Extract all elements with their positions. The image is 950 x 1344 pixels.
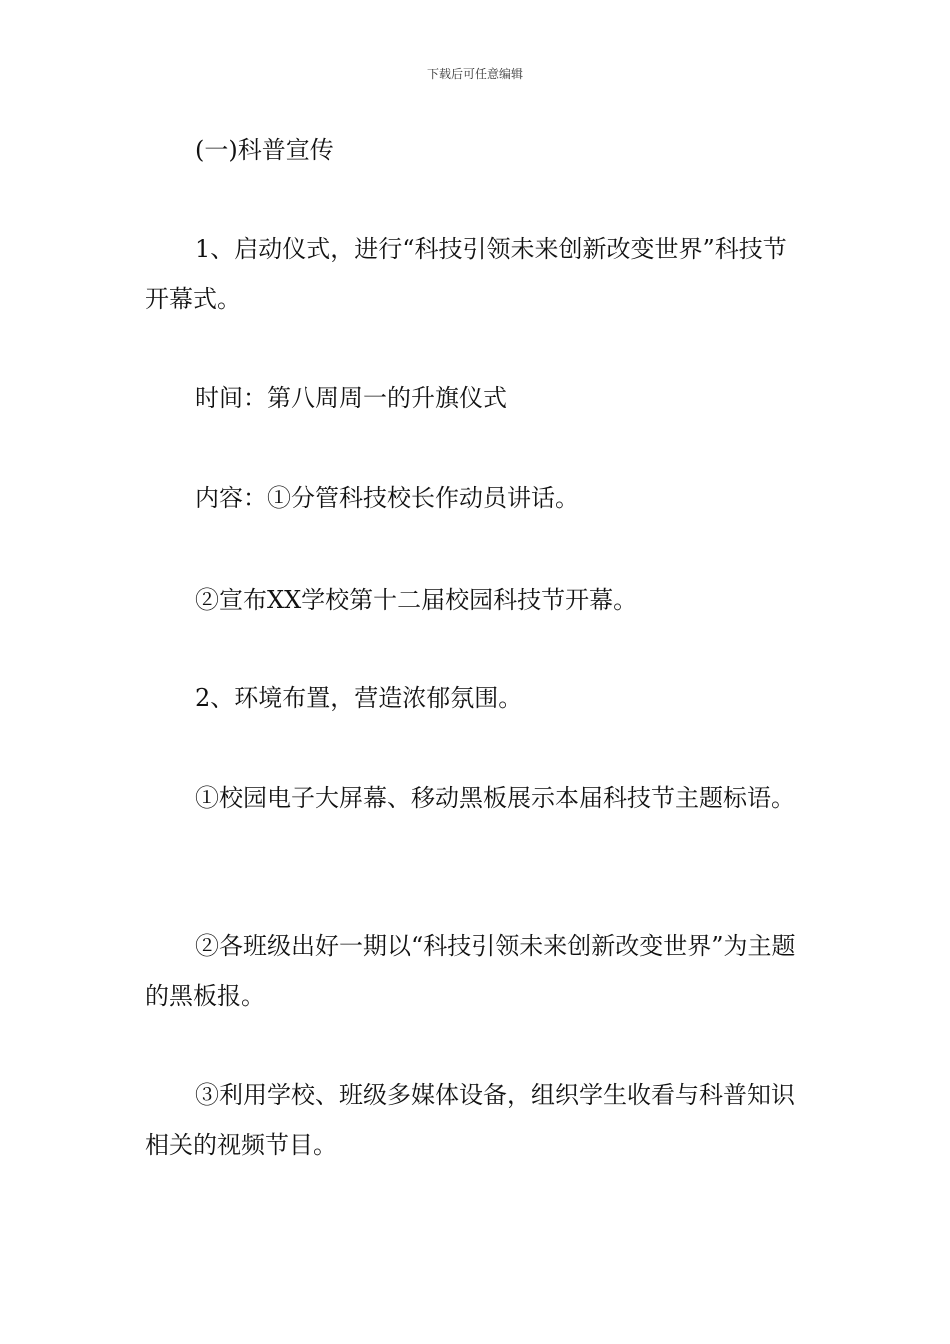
paragraph-sub-3: ③利用学校、班级多媒体设备，组织学生收看与科普知识相关的视频节目。: [145, 1081, 795, 1159]
paragraph-time: 时间：第八周周一的升旗仪式: [195, 384, 507, 412]
paragraph-item-2: 2、环境布置，营造浓郁氛围。: [195, 684, 523, 712]
paragraph-announce: ②宣布XX学校第十二届校园科技节开幕。: [195, 586, 638, 614]
section-title: (一)科普宣传: [195, 136, 334, 164]
paragraph-sub-2: ②各班级出好一期以“科技引领未来创新改变世界”为主题的黑板报。: [145, 932, 796, 1010]
paragraph-content: 内容：①分管科技校长作动员讲话。: [195, 484, 579, 512]
page-header-note: 下载后可任意编辑: [426, 67, 523, 81]
paragraph-sub-1: ①校园电子大屏幕、移动黑板展示本届科技节主题标语。: [195, 784, 795, 812]
paragraph-item-1: 1、启动仪式，进行“科技引领未来创新改变世界”科技节开幕式。: [145, 235, 787, 313]
